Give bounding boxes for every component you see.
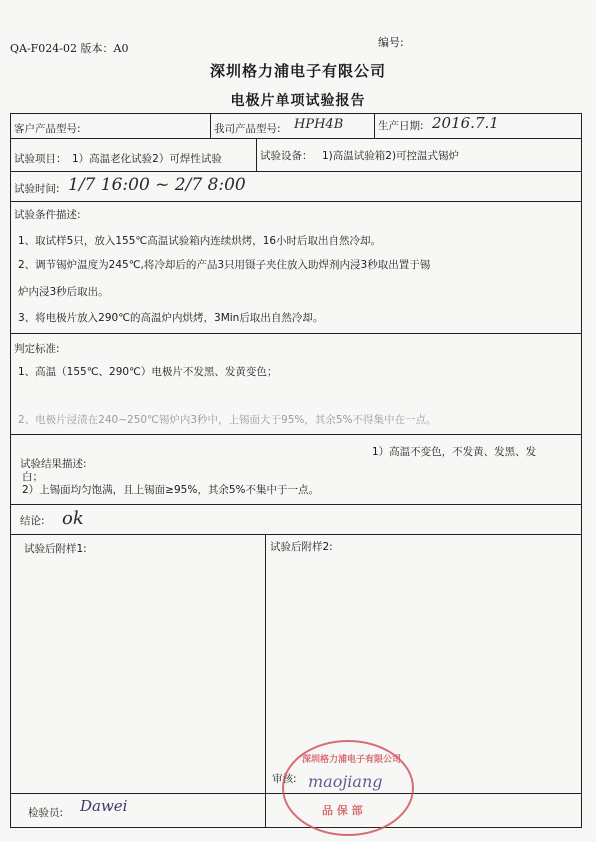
col-divider [210,113,211,138]
row-divider [10,333,582,334]
row-divider [10,171,582,172]
row-divider [10,534,582,535]
stamp-department-text: 品 保 部 [322,804,363,817]
row-divider [10,201,582,202]
condition-line-1: 1、取试样5只，放入155℃高温试验箱内连续烘烤，16小时后取出自然冷却。 [18,235,382,247]
criteria-label: 判定标准: [14,343,60,355]
results-label: 试验结果描述: [20,458,87,470]
result-line-2: 2）上锡面均匀饱满，且上锡面≥95%，其余5%不集中于一点。 [22,484,319,496]
criteria-line-1: 1、高温（155℃、290℃）电极片不发黑、发黄变色； [18,366,278,378]
report-table [10,113,582,828]
attachment-2-label: 试验后附样2: [270,541,333,553]
inspector-signature: Dawei [80,797,128,815]
company-name: 深圳格力浦电子有限公司 [209,62,386,80]
production-date-label: 生产日期: [378,120,424,132]
criteria-line-2: 2、电极片浸渍在240~250℃锡炉内3秒中，上锡面大于95%，其余5%不得集中在一点。 [18,414,437,426]
stamp-company-text: 深圳格力浦电子有限公司 [302,755,402,765]
border-bottom [10,827,582,828]
report-title: 电极片单项试验报告 [230,93,366,109]
result-line-1a: 1）高温不变色，不发黄、发黑、发 [372,446,537,458]
serial-number-label: 编号: [378,36,404,49]
equipment-label: 试验设备： [260,150,313,162]
border-right [581,113,582,828]
reviewer-signature: maojiang [308,772,383,791]
attachment-1-label: 试验后附样1: [24,543,87,555]
row-divider [10,504,582,505]
col-divider [374,113,375,138]
col-divider [256,138,257,171]
condition-line-2a: 2、调节锡炉温度为245℃,将冷却后的产品3只用镊子夹住放入助焊剂内浸3秒取出置于锡 [18,259,431,271]
conditions-label: 试验条件描述: [14,209,81,221]
border-left [10,113,11,828]
conclusion-value: ok [62,508,84,529]
row-divider [10,138,582,139]
equipment-value: 1)高温试验箱2)可控温式锡炉 [322,150,460,162]
condition-line-3: 3、将电极片放入290℃的高温炉内烘烤，3Min后取出自然冷却。 [18,312,324,324]
test-item-value: 1）高温老化试验2）可焊性试验 [72,153,222,165]
condition-line-2b: 炉内浸3秒后取出。 [18,286,109,298]
col-divider [265,534,266,828]
our-model-value: HPH4B [294,117,344,132]
document-code: QA-F024-02 版本：A0 [10,42,129,55]
test-item-label: 试验项目： [14,153,67,165]
row-divider [10,434,582,435]
conclusion-label: 结论: [20,515,45,527]
test-time-label: 试验时间: [14,183,60,195]
reviewer-label: 审核: [272,773,297,785]
our-model-label: 我司产品型号: [214,123,281,135]
test-time-value: 1/7 16:00 ~ 2/7 8:00 [68,175,246,195]
inspector-label: 检验员: [28,807,64,819]
result-line-1b: 白； [22,471,43,483]
quality-seal-stamp [282,740,414,836]
customer-model-label: 客户产品型号: [14,123,81,135]
production-date-value: 2016.7.1 [432,114,499,132]
